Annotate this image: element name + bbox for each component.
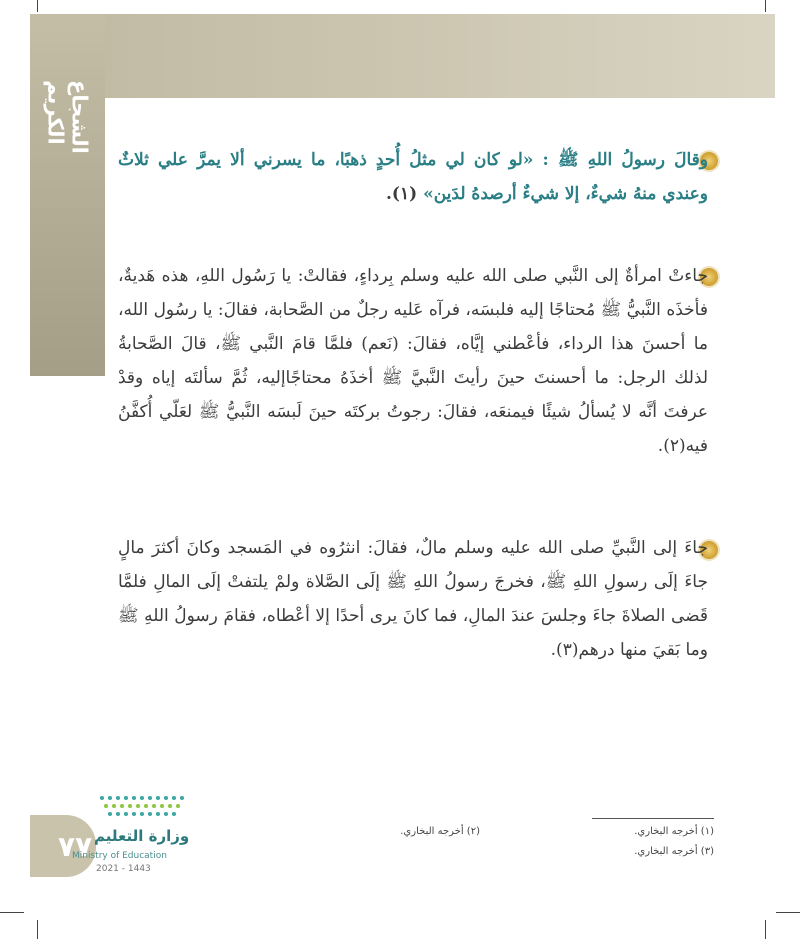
ministry-name-arabic: وزارة التعليم [94,827,190,845]
hadith-text-1: وقالَ رسولُ اللهِ ﷺ : «لو كان لي مثلُ أُحدٍ ذهبًا، ما يسرني ألا يمرَّ علي ثلاثٌ وعندي منهُ شيءٌ، إلا شيءٌ أرصدهُ لدَين» [118,150,708,204]
header-band [30,14,775,98]
crop-mark [37,0,38,12]
chapter-title [30,80,105,220]
hadith-paragraph-1 [118,143,708,211]
story-text-3: جاءَ إلى النَّبيِّ صلى الله عليه وسلم مالٌ، فقالَ: انثرُوه في المَسجد وكانَ أكثرَ مالٍ جاءَ إلَى رسولِ اللهِ ﷺ، فخرجَ رسولُ اللهِ ﷺ إلَى الصَّلاة ولمْ يلتفتْ إلَى المالِ فلمَّا قَضى الصلاةَ جاءَ وجلسَ عندَ المالِ، فما كانَ يرى أحدًا إلا أعْطاه، فقامَ رسولُ اللهِ ﷺ وما بَقيَ منها درهم(٣). [118,538,708,660]
footnote-rule [592,818,714,819]
crop-mark [37,920,38,939]
ministry-logo-icon [96,794,190,820]
edition-year: 2021 - 1443 [96,864,151,874]
story-paragraph-2 [118,259,708,463]
footnote-2: (٢) أخرجه البخاري. [400,826,480,837]
story-text-2: جاءتْ امرأةٌ إلى النَّبي صلى الله عليه وسلم بِرداءٍ، فقالتْ: يا رَسُول اللهِ، هذه هَديةٌ، فأخذَه النَّبيُّ ﷺ مُحتاجًا إليه فلبسَه، فرآه عَليه رجلٌ من الصَّحابة، فقالَ: يا رسُول الله، ما أحسنَ هذا الرداء، فأعْطني إيَّاه، فقالَ: (نَعم) فلمَّا قامَ النَّبي ﷺ، قالَ الصَّحابةُ لذلك الرجل: ما أحسنتَ حينَ رأيتَ النَّبيَّ ﷺ أخذَهُ محتاجًاإليه، ثُمَّ سألتَه إياه وقدْ عرفتَ أنَّه لا يُسألُ شيئًا فيمنعَه، فقالَ: رجوتُ بركتَه حينَ لَبسَه النَّبيُّ ﷺ لعَلّي أُكفَّنُ فيه(٢). [118,266,708,456]
footnote-1: (١) أخرجه البخاري. [634,826,714,837]
ministry-name-english: Ministry of Education [72,851,167,861]
crop-mark [765,920,766,939]
crop-mark [765,0,766,12]
story-paragraph-3 [118,531,708,667]
crop-mark [776,912,800,913]
page-number: ٧٧ [58,830,93,863]
crop-mark [0,912,24,913]
page-content [105,98,775,898]
chapter-title-text: الشجاع الكريم [43,80,92,154]
footnote-ref-1: (١). [386,184,418,204]
footnote-3: (٣) أخرجه البخاري. [634,846,714,857]
